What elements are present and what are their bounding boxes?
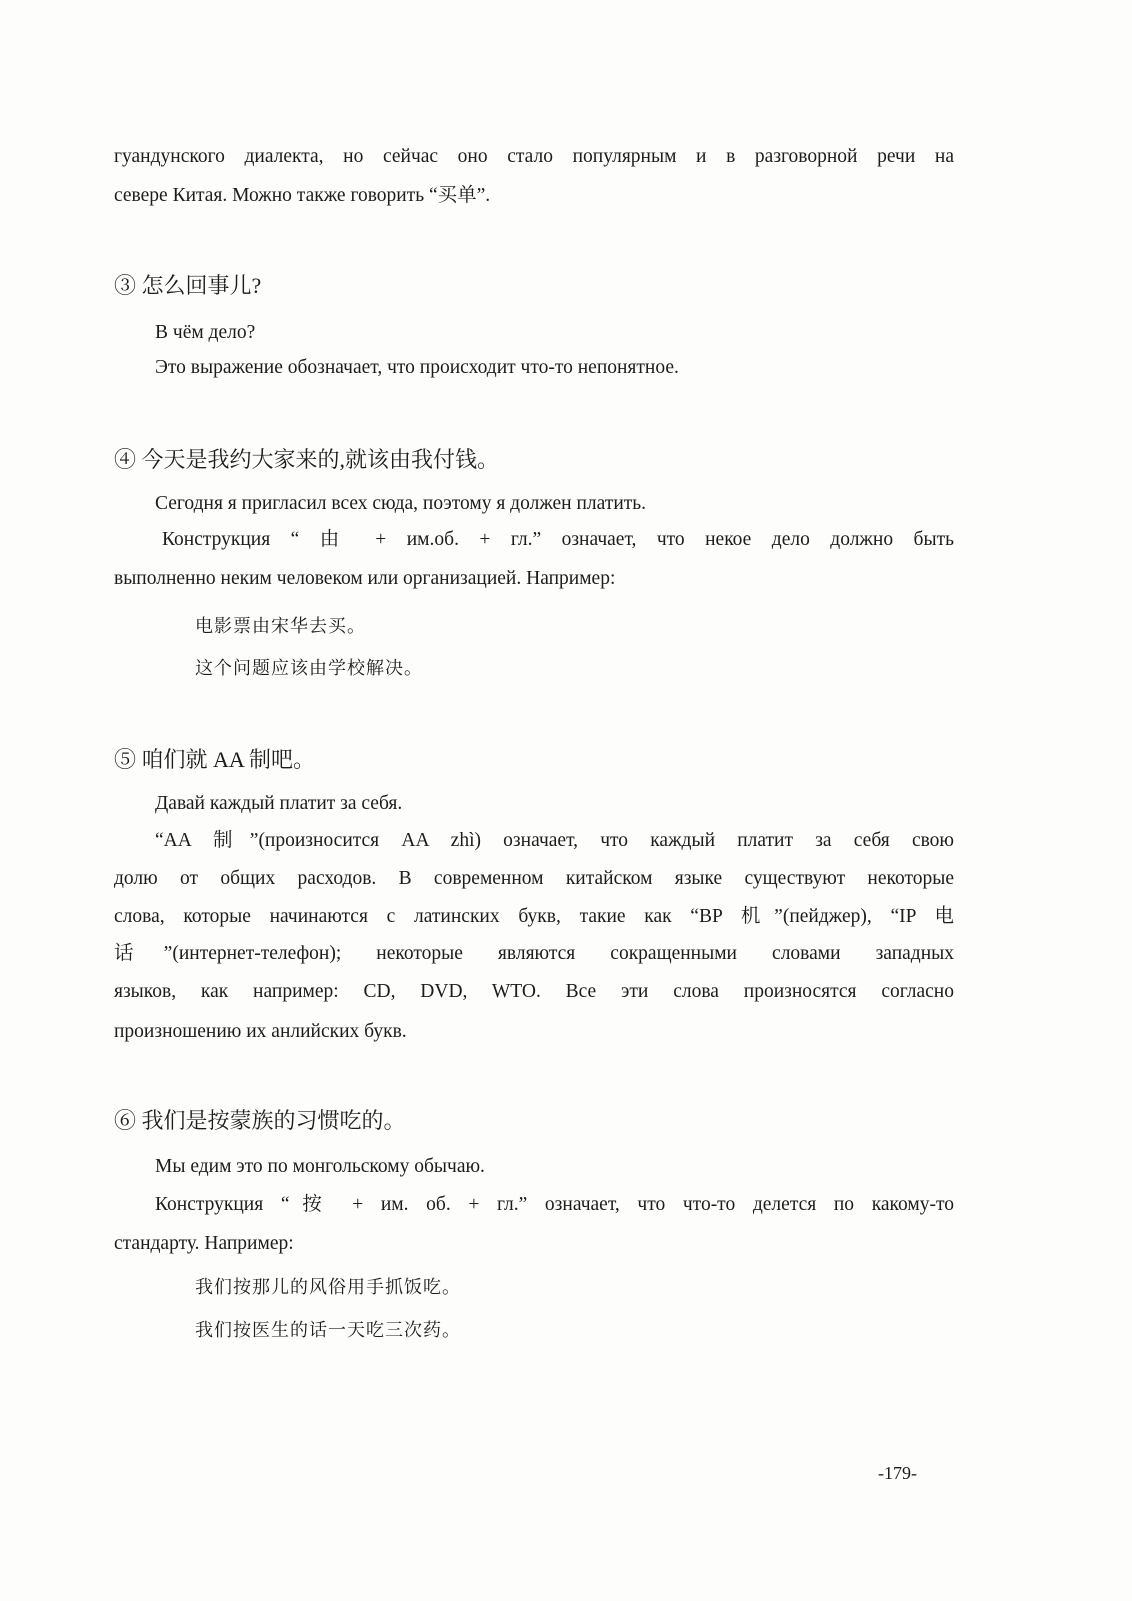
intro-line-1: гуандунского диалекта, но сейчас оно стало популярным и в разговорной речи на bbox=[114, 146, 954, 167]
section-5-explanation-line-2: долю от общих расходов. В современном китайском языке существуют некоторые bbox=[114, 868, 954, 889]
section-5-explanation-line-3: слова, которые начинаются с латинских букв, такие как “BP 机”(пейджер), “IP 电 bbox=[114, 906, 954, 927]
section-3-heading: ③ 怎么回事儿? bbox=[114, 273, 262, 298]
section-5-explanation-line-5: языков, как например: CD, DVD, WTO. Все эти слова произносятся согласно bbox=[114, 981, 954, 1002]
section-4-example-2: 这个问题应该由学校解决。 bbox=[195, 658, 423, 678]
section-4-translation: Сегодня я пригласил всех сюда, поэтому я должен платить. bbox=[155, 493, 647, 514]
section-6-example-1: 我们按那儿的风俗用手抓饭吃。 bbox=[195, 1277, 461, 1297]
section-6-explanation-line-2: стандарту. Например: bbox=[114, 1233, 294, 1254]
section-6-heading: ⑥ 我们是按蒙族的习惯吃的。 bbox=[114, 1108, 406, 1133]
section-5-translation: Давай каждый платит за себя. bbox=[155, 793, 403, 814]
section-5-explanation-line-4: 话”(интернет-телефон); некоторые являются сокращенными словами западных bbox=[114, 943, 954, 964]
section-6-translation: Мы едим это по монгольскому обычаю. bbox=[155, 1156, 485, 1177]
section-6-example-2: 我们按医生的话一天吃三次药。 bbox=[195, 1320, 461, 1340]
section-5-explanation-line-6: произношению их анлийских букв. bbox=[114, 1021, 407, 1042]
section-5-heading: ⑤ 咱们就 AA 制吧。 bbox=[114, 747, 316, 772]
section-5-explanation-line-1: “AA 制”(произносится AA zhì) означает, что каждый платит за себя свою bbox=[155, 830, 954, 851]
section-4-explanation-line-2: выполненно неким человеком или организацией. Например: bbox=[114, 568, 616, 589]
section-3-explanation: Это выражение обозначает, что происходит что-то непонятное. bbox=[155, 357, 679, 378]
intro-line-2: севере Китая. Можно также говорить “买单”. bbox=[114, 185, 491, 206]
section-3-translation: В чём дело? bbox=[155, 322, 256, 343]
section-4-explanation-line-1: Конструкция “ 由 + им.об. + гл.” означает, что некое дело должно быть bbox=[162, 529, 954, 550]
section-6-explanation-line-1: Конструкция “按 + им. об. + гл.” означает, что что-то делется по какому-то bbox=[155, 1194, 954, 1215]
section-4-heading: ④ 今天是我约大家来的,就该由我付钱。 bbox=[114, 447, 500, 472]
page-number: -179- bbox=[878, 1463, 917, 1483]
section-4-example-1: 电影票由宋华去买。 bbox=[195, 616, 366, 636]
